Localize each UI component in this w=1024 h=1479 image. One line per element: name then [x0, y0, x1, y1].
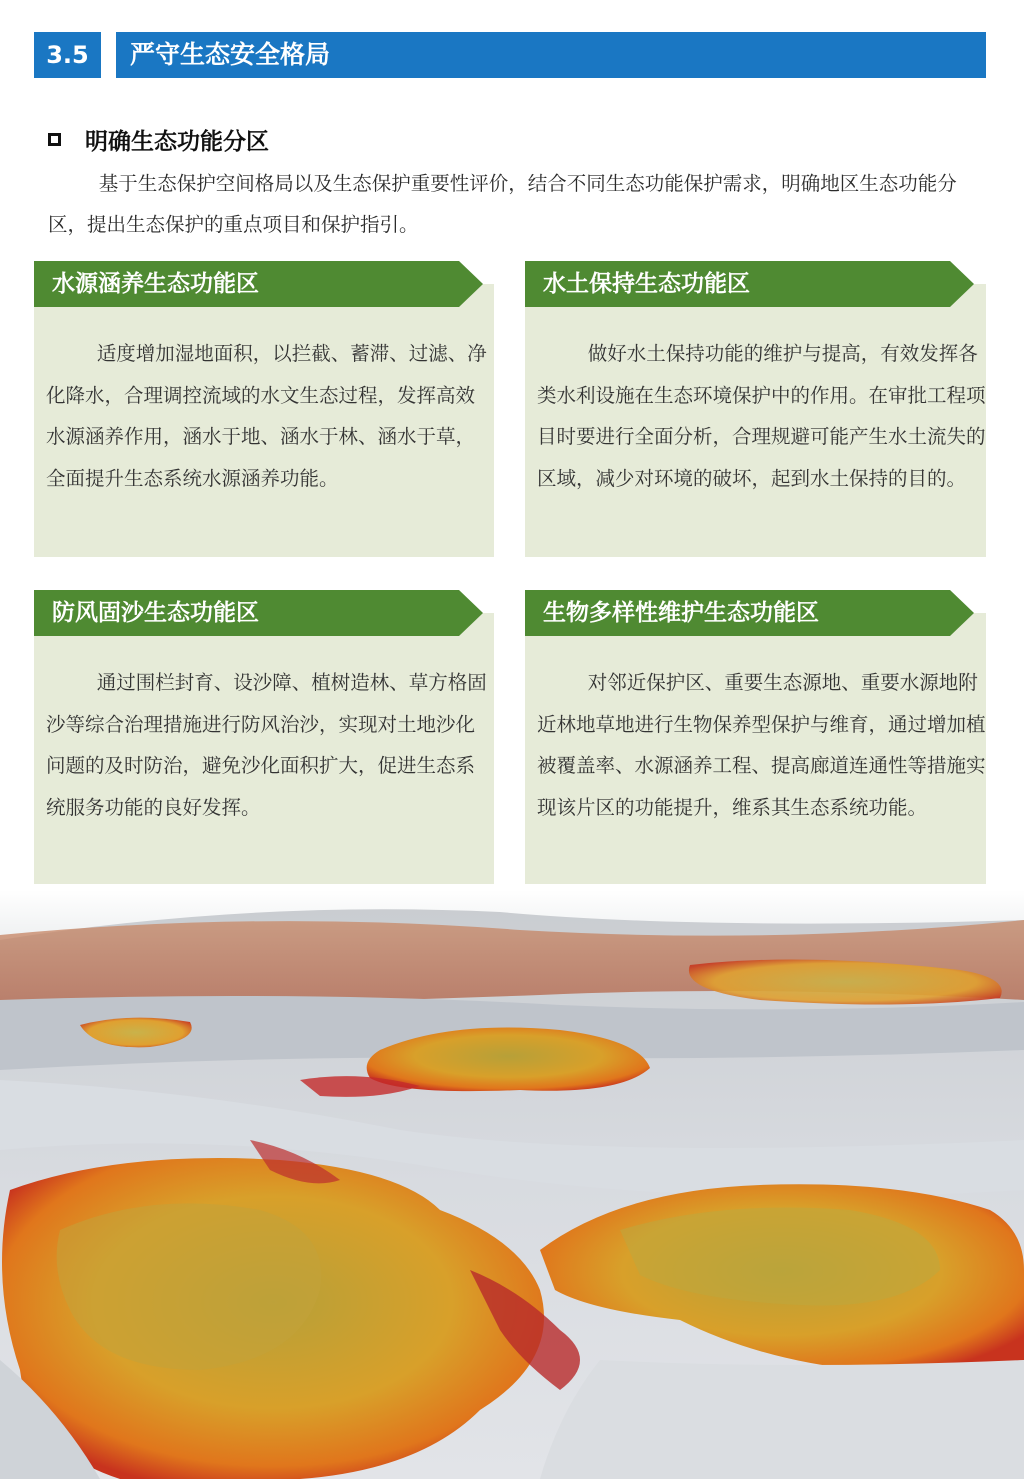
- zone-title: 水源涵养生态功能区: [34, 261, 459, 307]
- section-title: 严守生态安全格局: [116, 32, 986, 78]
- zone-text: 对邻近保护区、重要生态源地、重要水源地附近林地草地进行生物保养型保护与维育，通过增加植被覆盖率、水源涵养工程、提高廊道连通性等措施实现该片区的功能提升，维系其生态系统功能。: [537, 671, 986, 819]
- zone-panel-windbreak-sand-fixation: [34, 600, 494, 884]
- zone-panel-soil-conservation: [525, 271, 986, 557]
- intro-paragraph: 基于生态保护空间格局以及生态保护重要性评价，结合不同生态功能保护需求，明确地区生态功能分区，提出生态保护的重点项目和保护指引。: [48, 172, 957, 236]
- section-header: [34, 32, 986, 78]
- section-number: 3.5: [34, 32, 101, 78]
- zone-title: 防风固沙生态功能区: [34, 590, 459, 636]
- square-bullet-icon: [48, 133, 61, 146]
- subsection-heading: [48, 122, 269, 156]
- zone-panel-biodiversity: [525, 600, 986, 884]
- zone-text: 适度增加湿地面积，以拦截、蓄滞、过滤、净化降水，合理调控流域的水文生态过程，发挥高效水源涵养作用，涵水于地、涵水于林、涵水于草，全面提升生态系统水源涵养功能。: [46, 342, 487, 490]
- zone-text: 通过围栏封育、设沙障、植树造林、草方格固沙等综合治理措施进行防风治沙，实现对土地沙化问题的及时防治，避免沙化面积扩大，促进生态系统服务功能的良好发挥。: [46, 671, 487, 819]
- zone-title: 水土保持生态功能区: [525, 261, 950, 307]
- zone-panel-water-conservation: [34, 271, 494, 557]
- wetland-photo: [0, 890, 1024, 1479]
- subsection-title: 明确生态功能分区: [85, 128, 269, 155]
- zone-title: 生物多样性维护生态功能区: [525, 590, 950, 636]
- zone-text: 做好水土保持功能的维护与提高，有效发挥各类水利设施在生态环境保护中的作用。在审批工程项目时要进行全面分析，合理规避可能产生水土流失的区域，减少对环境的破坏，起到水土保持的目的。: [537, 342, 986, 490]
